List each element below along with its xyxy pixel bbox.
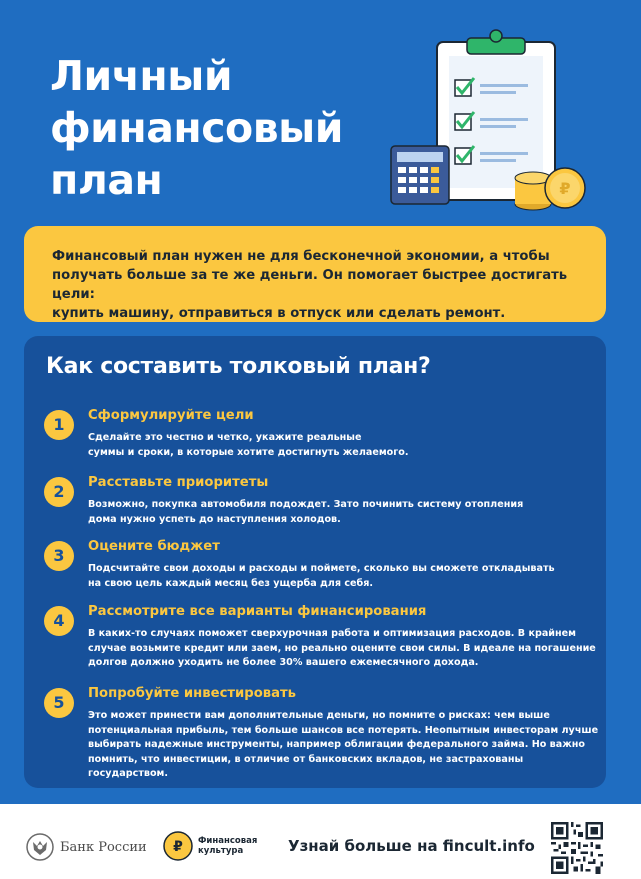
more-info-link[interactable]: Узнай больше на fincult.info [288,837,535,855]
qr-code-icon[interactable] [551,822,603,874]
ruble-coin-icon [163,831,193,861]
intro-line: получать больше за те же деньги. Он помогает быстрее достигать цели: [52,268,568,302]
steps-panel [24,336,606,788]
svg-text:₽: ₽ [173,839,183,855]
step-body-line: Это может принести вам дополнительные деньги, но помните о рисках: чем выше [88,710,550,721]
step-body-line: помнить, что инвестиции, в отличие от банковских вкладов, не застрахованы [88,753,524,765]
step-body-line: Сделайте это честно и четко, укажите реальные [88,432,362,443]
step-body-line: государством. [88,768,169,779]
fincult-logo [163,831,257,861]
intro-line: купить машину, отправиться в отпуск или сделать ремонт. [52,306,506,321]
step-body [88,498,588,527]
step-title: Оцените бюджет [88,539,220,554]
title-line: план [50,156,163,204]
step-number: 1 [44,410,74,440]
step-body-line: Возможно, покупка автомобиля подождет. Зато починить систему отопления [88,499,524,510]
fincult-label-line: Финансовая [198,836,258,846]
step-body-line: случае возьмите кредит или заем, но реально оцените свои силы. В идеале на погашение [88,642,596,654]
step-title: Рассмотрите все варианты финансирования [88,604,427,619]
footer [0,804,641,879]
step-body-line: В каких-то случаях поможет сверхурочная работа и оптимизация расходов. В крайнем [88,628,576,639]
step-body-line: суммы и сроки, в которые хотите достигнуть желаемого. [88,446,409,458]
panel-title: Как составить толковый план? [46,354,431,379]
step-body-line: дома нужно успеть до наступления холодов. [88,513,341,525]
bank-label: Банк России [60,839,147,855]
title-line: финансовый [50,104,343,152]
step-body-line: долгов должно уходить не более 30% вашего ежемесячного дохода. [88,657,479,668]
title-line: Личный [50,52,233,100]
fincult-label [198,836,257,856]
step-number: 2 [44,477,74,507]
step-number: 5 [44,688,74,718]
poster-title [50,50,410,206]
step-number: 4 [44,606,74,636]
step-title: Сформулируйте цели [88,408,254,423]
step-title: Попробуйте инвестировать [88,686,296,701]
step-body [88,709,599,782]
clipboard-illustration-icon [385,28,595,218]
step-body [88,431,588,460]
step-body-line: Подсчитайте свои доходы и расходы и поймете, сколько вы сможете откладывать [88,563,555,574]
step-number: 3 [44,541,74,571]
step-body [88,627,596,671]
bank-of-russia-logo [26,832,147,862]
intro-callout [24,226,606,322]
step-body-line: выбирать надежные инструменты, например облигации федерального займа. Но важно [88,739,585,750]
step-body-line: потенциальная прибыль, тем больше шансов все потерять. Неопытным инвесторам лучше [88,724,599,736]
eagle-emblem-icon [26,833,54,861]
step-body [88,562,588,591]
intro-line: Финансовый план нужен не для бесконечной экономии, а чтобы [52,249,550,264]
step-body-line: на свою цель каждый месяц без ущерба для себя. [88,577,374,589]
svg-text:₽: ₽ [559,179,571,198]
step-title: Расставьте приоритеты [88,475,269,490]
fincult-label-line: культура [198,846,244,856]
